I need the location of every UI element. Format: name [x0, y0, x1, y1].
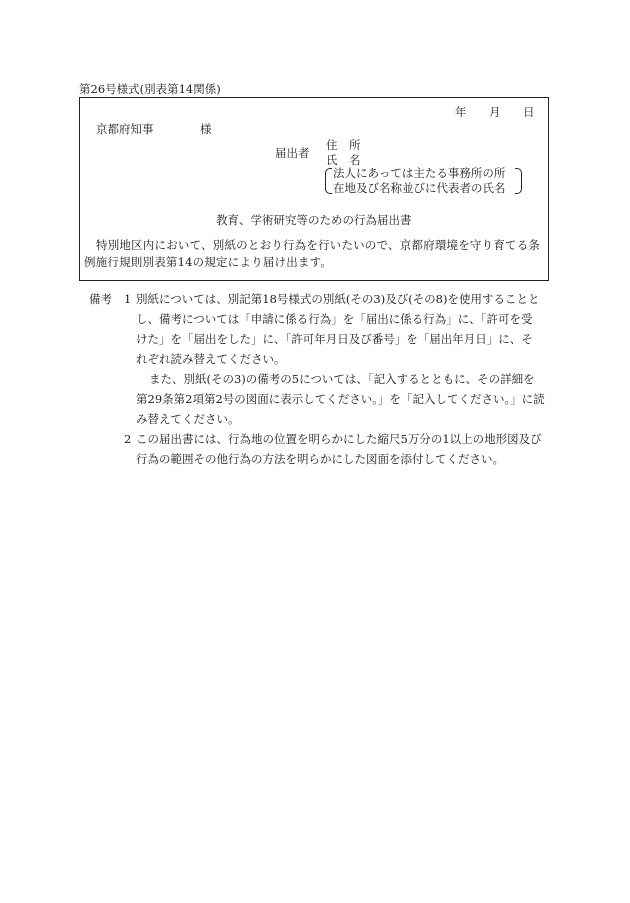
notes-heading: 備考 — [89, 292, 112, 306]
corp-bracket-left — [325, 168, 332, 194]
form-label: 第26号様式(別表第14関係) — [79, 82, 221, 96]
note-1-line: けた」を「届出をした」に、「許可年月日及び番号」を「届出年月日」に、そ — [136, 332, 533, 346]
note-2-line: 行為の範囲その他行為の方法を明らかにした図面を添付してください。 — [136, 452, 504, 466]
notifier-corp-line2: 在地及び名称並びに代表者の氏名 — [333, 181, 506, 195]
addressee-honorific: 様 — [200, 122, 212, 136]
note-1-number: 1 — [124, 292, 132, 306]
body-line-2: 例施行規則別表第14の規定により届け出ます。 — [84, 255, 333, 269]
note-2-line: この届出書には、行為地の位置を明らかにした縮尺5万分の1以上の地形図及び — [136, 432, 542, 446]
corp-bracket-right — [515, 168, 522, 194]
notifier-address: 住 所 — [326, 138, 361, 152]
notifier-name: 氏 名 — [326, 153, 361, 167]
note-1-line: れぞれ読み替えてください。 — [136, 352, 286, 366]
date-year: 年 — [455, 105, 467, 119]
note-1-line: 第29条第2項第2号の図面に表示してください。」を「記入してください。」に読 — [136, 392, 545, 406]
note-2-number: 2 — [124, 432, 132, 446]
document-title: 教育、学術研究等のための行為届出書 — [216, 213, 412, 227]
note-1-line: また、別紙(その3)の備考の5については、「記入するとともに、その詳細を — [149, 372, 535, 386]
date-day: 日 — [523, 105, 535, 119]
addressee-name: 京都府知事 — [96, 122, 154, 136]
notifier-corp-line1: 法人にあっては主たる事務所の所 — [333, 166, 506, 180]
note-1-line: 別紙については、別記第18号様式の別紙(その3)及び(その8)を使用することと — [136, 292, 540, 306]
notifier-label: 届出者 — [275, 146, 310, 160]
body-line-1: 特別地区内において、別紙のとおり行為を行いたいので、京都府環境を守り育てる条 — [96, 238, 541, 252]
date-month: 月 — [489, 105, 501, 119]
note-1-line: み替えてください。 — [136, 412, 240, 426]
note-1-line: し、備考については「申請に係る行為」を「届出に係る行為」に、「許可を受 — [136, 312, 533, 326]
